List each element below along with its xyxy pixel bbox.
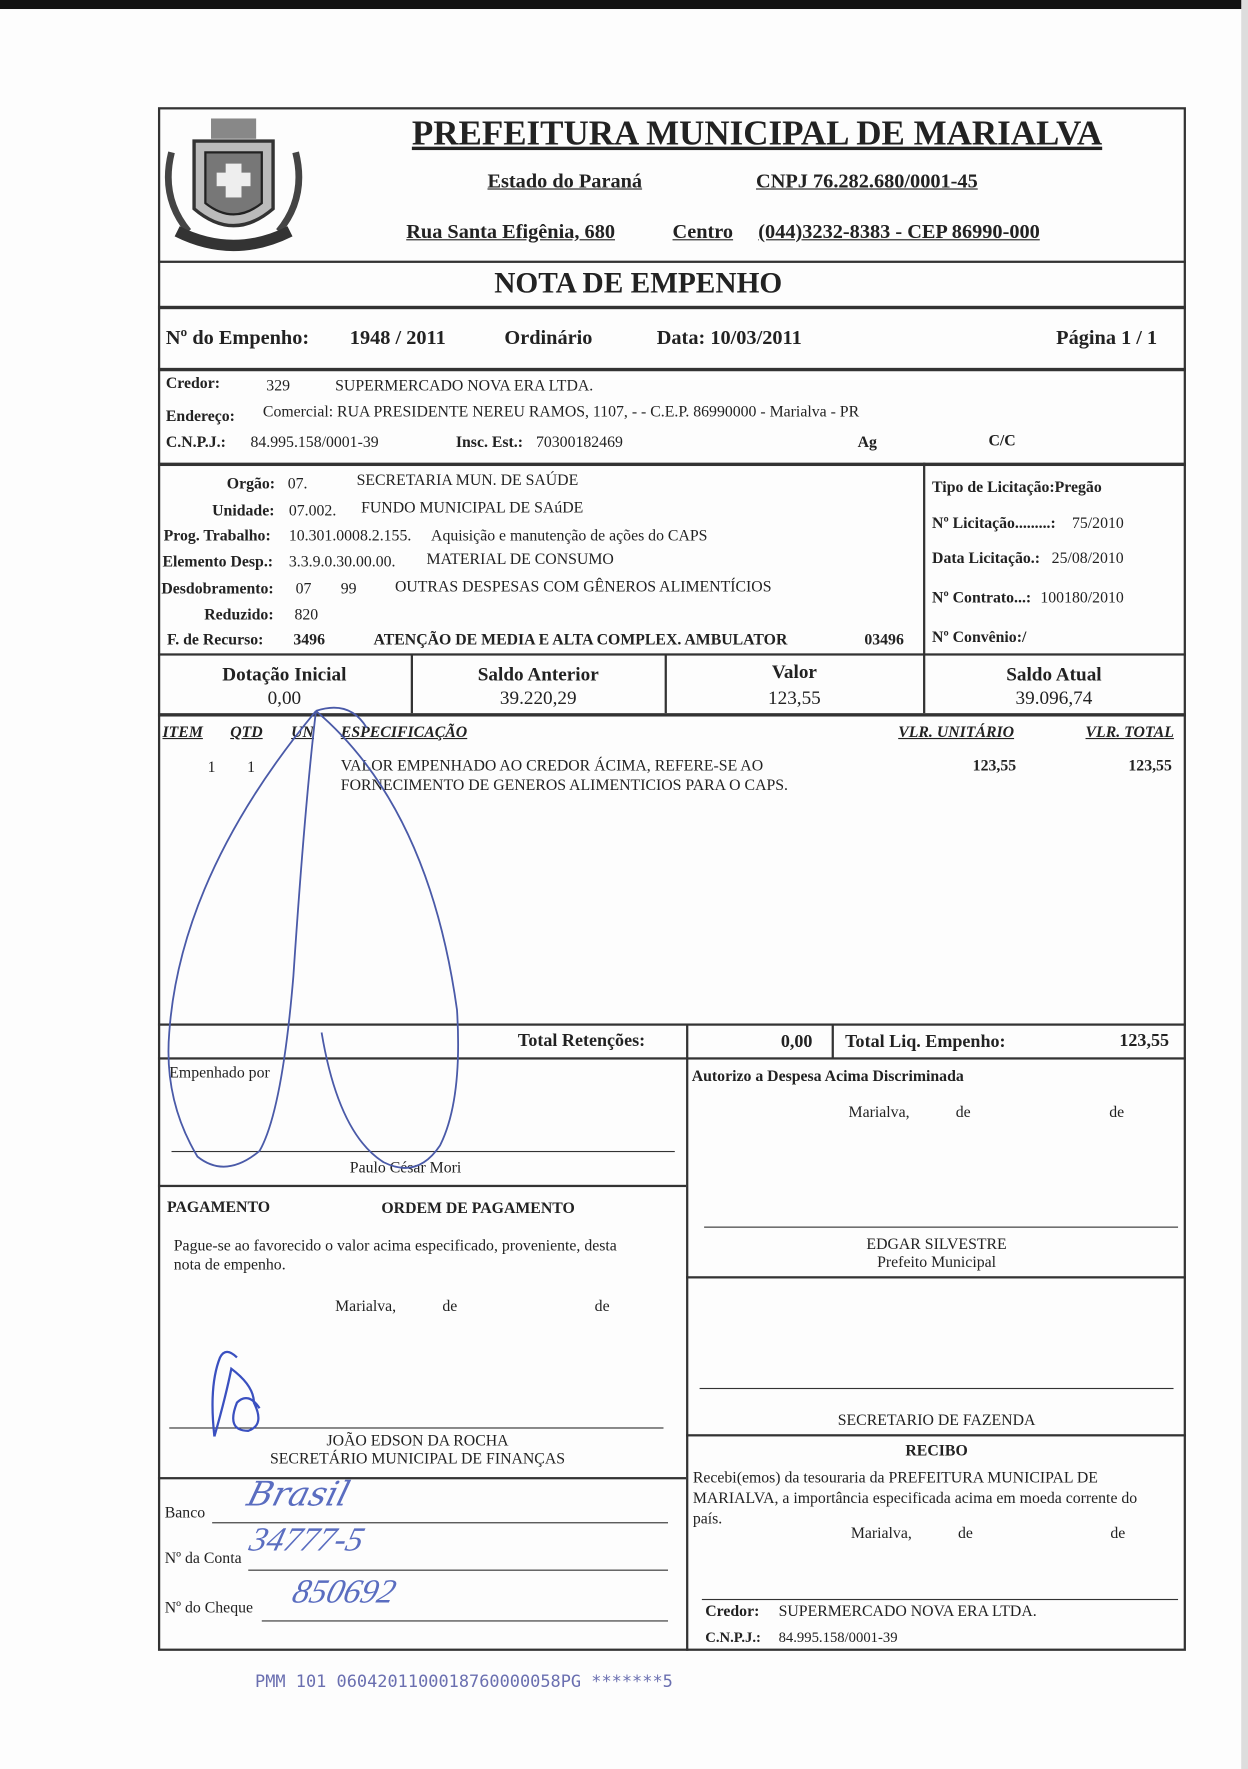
unidade-code: 07.002. [288,503,337,521]
address: Rua Santa Efigênia, 680 [406,220,616,243]
licitacao-date: 25/08/2010 [1051,550,1124,568]
account-label: C/C [988,433,1016,451]
fonte-code2: 03496 [864,631,904,649]
reduzido-value: 820 [294,607,319,625]
document-title: NOTA DE EMPENHO [494,266,783,300]
empenhado-por-label: Empenhado por [169,1065,270,1083]
recibo-text-line2: MARIALVA, a importância especificada acima em moeda corrente do [692,1490,1138,1508]
saldo-atual-value: 39.096,74 [1015,687,1093,709]
cheque-handwritten: 850692 [288,1572,401,1611]
municipality-title: PREFEITURA MUNICIPAL DE MARIALVA [411,112,1103,153]
district: Centro [672,220,734,243]
endereco-label: Endereço: [165,408,235,426]
pagamento-city: Marialva, [335,1298,397,1316]
autorizo-de1: de [955,1104,971,1122]
empenho-date: Data: 10/03/2011 [656,326,802,349]
elemento-code: 3.3.9.0.30.00.00. [288,554,396,571]
pagamento-text-line2: nota de empenho. [173,1257,286,1274]
recibo-credor: SUPERMERCADO NOVA ERA LTDA. [778,1603,1037,1621]
ordem-pagamento-title: ORDEM DE PAGAMENTO [381,1200,575,1218]
recibo-credor-label: Credor: [705,1603,760,1621]
col-especificacao: ESPECIFICAÇÃO [340,724,468,742]
banco-handwritten: Brasil [242,1474,354,1515]
recibo-cnpj-label: C.N.P.J.: [705,1628,761,1646]
elemento-label: Elemento Desp.: [162,554,274,571]
licitacao-number: 75/2010 [1071,515,1124,533]
recibo-text-line3: país. [692,1510,723,1528]
phone-cep: (044)3232-8383 - CEP 86990-000 [758,220,1040,243]
pagamento-signer-role: SECRETÁRIO MUNICIPAL DE FINANÇAS [269,1451,566,1469]
orgao-name: SECRETARIA MUN. DE SAÚDE [356,472,579,490]
contrato-number: 100180/2010 [1040,590,1124,608]
fonte-label: F. de Recurso: [167,631,264,649]
dotacao-inicial-label: Dotação Inicial [222,663,347,685]
prefeito-name: EDGAR SILVESTRE [866,1236,1007,1254]
recibo-city: Marialva, [850,1525,912,1543]
pagamento-label: PAGAMENTO [167,1199,270,1217]
signature-initials [197,1341,276,1448]
saldo-anterior-value: 39.220,29 [499,687,577,709]
recibo-cnpj: 84.995.158/0001-39 [778,1628,898,1646]
col-vlr-unitario: VLR. UNITÁRIO [898,724,1015,742]
credor-cnpj: 84.995.158/0001-39 [250,434,379,452]
licitacao-date-label: Data Licitação.: [932,550,1040,568]
orgao-code: 07. [287,476,308,494]
valor-value: 123,55 [768,687,821,709]
retencoes-label: Total Retenções: [517,1031,646,1051]
scan-edge-right [1241,0,1248,1769]
prog-code: 10.301.0008.2.155. [288,528,412,546]
col-un: UN [291,724,314,742]
row-qtd: 1 [247,759,256,777]
row-especificacao-line2: FORNECIMENTO DE GENEROS ALIMENTICIOS PARA O CAPS. [340,777,788,795]
tipo-licitacao: Tipo de Licitação:Pregão [932,479,1102,497]
unidade-label: Unidade: [212,503,275,521]
retencoes-value: 0,00 [780,1032,813,1052]
page-number: Página 1 / 1 [1056,326,1158,349]
signature-scribble [158,694,474,1190]
credor-name: SUPERMERCADO NOVA ERA LTDA. [335,378,594,395]
prefeito-role: Prefeito Municipal [877,1254,997,1272]
col-qtd: QTD [230,724,263,742]
municipality-cnpj: CNPJ 76.282.680/0001-45 [756,169,978,192]
autorizo-de2: de [1109,1104,1125,1122]
banco-label: Banco [164,1505,206,1523]
liq-empenho-value: 123,55 [1119,1031,1170,1051]
empenho-label: Nº do Empenho: [165,326,310,349]
empenho-number: 1948 / 2011 [349,326,446,349]
cnpj-label: C.N.P.J.: [165,434,226,452]
valor-label: Valor [771,661,817,683]
row-especificacao-line1: VALOR EMPENHADO AO CREDOR ÁCIMA, REFERE-SE AO [340,758,764,776]
col-vlr-total: VLR. TOTAL [1085,724,1174,742]
pagamento-de1: de [442,1298,458,1316]
agency-label: Ag [857,434,877,452]
row-item: 1 [207,759,216,777]
autorizo-city: Marialva, [848,1104,910,1122]
prog-label: Prog. Trabalho: [163,528,271,546]
desdobramento-name: OUTRAS DESPESAS COM GÊNEROS ALIMENTÍCIOS [394,578,772,596]
contrato-label: Nº Contrato...: [932,590,1032,608]
desdobramento-code1: 07 [295,581,312,599]
scan-edge [0,0,1248,9]
fonte-code: 3496 [293,631,325,649]
pagamento-text-line1: Pague-se ao favorecido o valor acima especificado, proveniente, desta [173,1237,617,1255]
secretario-fazenda-role: SECRETARIO DE FAZENDA [837,1412,1036,1430]
autorizo-label: Autorizo a Despesa Acima Discriminada [691,1068,964,1086]
fonte-name: ATENÇÃO DE MEDIA E ALTA COMPLEX. AMBULATOR [373,631,788,649]
cheque-label: Nº do Cheque [164,1600,254,1617]
recibo-text-line1: Recebi(emos) da tesouraria da PREFEITURA MUNICIPAL DE [692,1470,1098,1488]
pagamento-signer-name: JOÃO EDSON DA ROCHA [326,1433,509,1450]
elemento-name: MATERIAL DE CONSUMO [426,551,614,569]
saldo-anterior-label: Saldo Anterior [477,663,599,685]
row-vlr-total: 123,55 [1128,758,1172,776]
desdobramento-code2: 99 [340,581,357,599]
insc-label: Insc. Est.: [455,434,524,452]
state-name: Estado do Paraná [487,169,643,192]
credor-code: 329 [266,378,290,395]
empenhado-por-name: Paulo César Mori [349,1159,462,1177]
saldo-atual-label: Saldo Atual [1006,663,1102,685]
pagamento-de2: de [594,1298,610,1316]
credor-insc: 70300182469 [535,434,623,452]
reduzido-label: Reduzido: [204,607,274,625]
liq-empenho-label: Total Liq. Empenho: [845,1032,1006,1052]
footer-print-code: PMM 101 0604201100018760000058PG *******5 [255,1671,673,1692]
credor-label: Credor: [165,375,220,393]
col-item: ITEM [162,724,203,742]
municipal-crest-icon [160,107,307,259]
credor-address: Comercial: RUA PRESIDENTE NEREU RAMOS, 1107, - - C.E.P. 86990000 - Marialva - PR [262,403,860,421]
unidade-name: FUNDO MUNICIPAL DE SAúDE [361,499,584,517]
recibo-de1: de [958,1525,973,1543]
conta-handwritten: 34777-5 [245,1521,369,1559]
convenio: Nº Convênio:/ [932,629,1027,647]
recibo-title: RECIBO [905,1443,968,1461]
dotacao-inicial-value: 0,00 [267,687,302,709]
empenho-type: Ordinário [504,326,593,349]
recibo-de2: de [1110,1525,1126,1543]
prog-name: Aquisição e manutenção de ações do CAPS [431,528,708,546]
orgao-label: Orgão: [226,476,276,494]
row-vlr-unitario: 123,55 [972,758,1017,776]
licitacao-number-label: Nº Licitação.........: [932,515,1056,533]
desdobramento-label: Desdobramento: [161,581,274,599]
conta-label: Nº da Conta [164,1550,242,1568]
